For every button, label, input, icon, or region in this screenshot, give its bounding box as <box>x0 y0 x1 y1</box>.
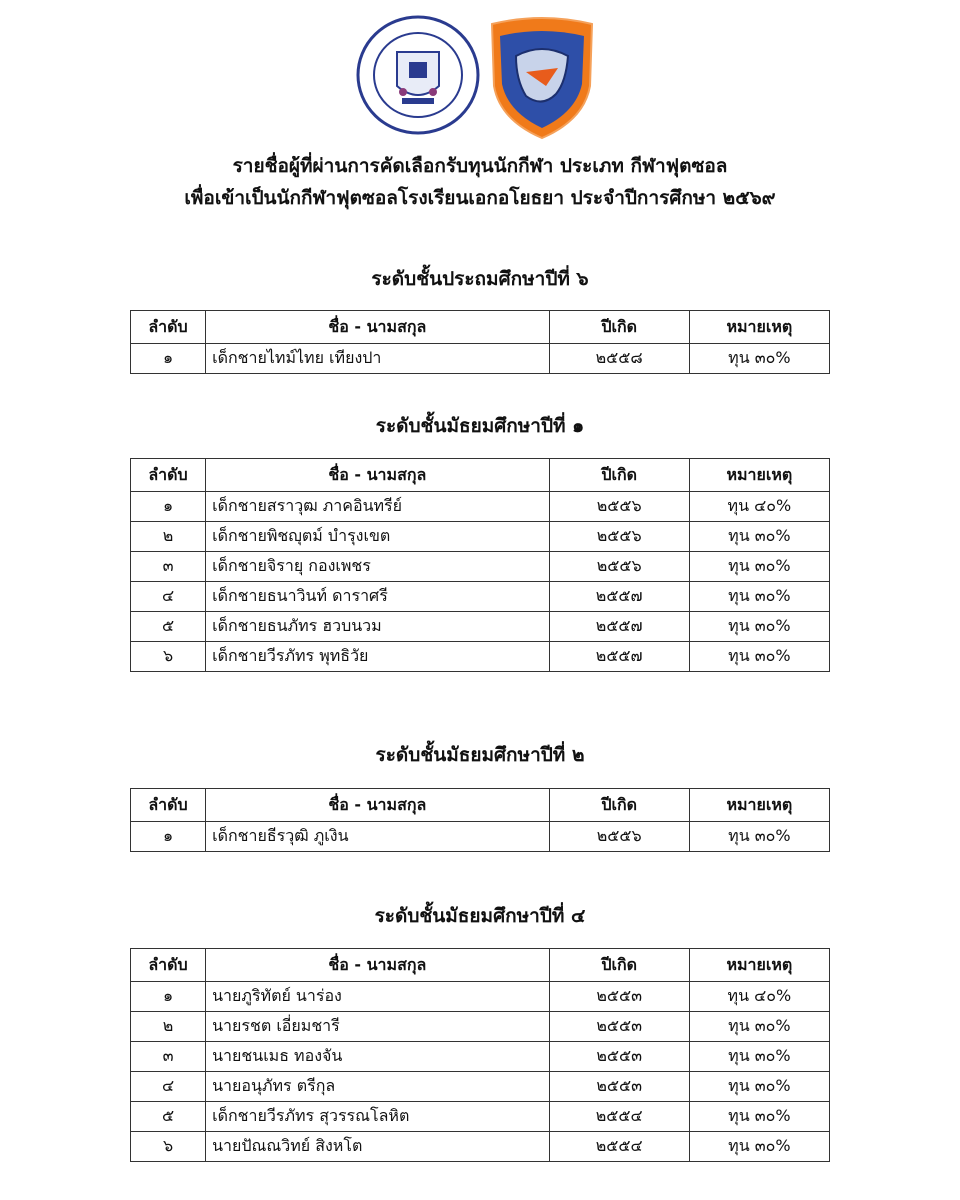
cell-note: ทุน ๓๐% <box>689 1012 829 1042</box>
cell-no: ๒ <box>131 1012 206 1042</box>
cell-year: ๒๕๕๘ <box>549 344 689 374</box>
table-row <box>131 522 830 552</box>
table-row <box>131 552 830 582</box>
cell-name: เด็กชายธีรวุฒิ ภูเงิน <box>206 822 549 852</box>
cell-note: ทุน ๓๐% <box>689 522 829 552</box>
cell-name: นายรชต เอี่ยมชารี <box>206 1012 549 1042</box>
cell-year: ๒๕๕๓ <box>549 982 689 1012</box>
roster-table-section-1 <box>130 310 830 374</box>
table-row <box>131 1132 830 1162</box>
column-header-year: ปีเกิด <box>549 311 689 344</box>
table-row <box>131 1012 830 1042</box>
roster-table-section-2 <box>130 458 830 672</box>
cell-note: ทุน ๓๐% <box>689 1102 829 1132</box>
cell-note: ทุน ๓๐% <box>689 344 829 374</box>
column-header-name: ชื่อ - นามสกุล <box>206 949 549 982</box>
column-header-no: ลำดับ <box>131 789 206 822</box>
logo-bar <box>0 14 960 139</box>
cell-year: ๒๕๕๗ <box>549 582 689 612</box>
school-seal-logo <box>355 14 481 136</box>
cell-name: นายปัณณวิทย์ สิงหโต <box>206 1132 549 1162</box>
section-title: ระดับชั้นมัธยมศึกษาปีที่ ๒ <box>375 744 585 766</box>
cell-name: เด็กชายธนภัทร ฮวบนวม <box>206 612 549 642</box>
cell-year: ๒๕๕๗ <box>549 642 689 672</box>
column-header-year: ปีเกิด <box>549 459 689 492</box>
cell-no: ๖ <box>131 1132 206 1162</box>
table-header-row <box>131 789 830 822</box>
table-row <box>131 1072 830 1102</box>
cell-note: ทุน ๔๐% <box>689 982 829 1012</box>
column-header-no: ลำดับ <box>131 311 206 344</box>
cell-year: ๒๕๕๖ <box>549 552 689 582</box>
table-row <box>131 582 830 612</box>
cell-name: เด็กชายจิรายุ กองเพชร <box>206 552 549 582</box>
table-row <box>131 982 830 1012</box>
cell-no: ๑ <box>131 344 206 374</box>
table-row <box>131 492 830 522</box>
cell-name: นายภูริทัตย์ นาร่อง <box>206 982 549 1012</box>
table-row <box>131 822 830 852</box>
cell-note: ทุน ๓๐% <box>689 1132 829 1162</box>
header-line-1: รายชื่อผู้ที่ผ่านการคัดเลือกรับทุนนักกีฬา ประเภท กีฬาฟุตซอล <box>232 155 728 177</box>
cell-no: ๒ <box>131 522 206 552</box>
document-header <box>0 150 960 214</box>
cell-year: ๒๕๕๔ <box>549 1102 689 1132</box>
column-header-year: ปีเกิด <box>549 949 689 982</box>
cell-note: ทุน ๓๐% <box>689 552 829 582</box>
column-header-name: ชื่อ - นามสกุล <box>206 459 549 492</box>
cell-note: ทุน ๓๐% <box>689 582 829 612</box>
cell-no: ๕ <box>131 1102 206 1132</box>
cell-name: เด็กชายธนาวินท์ ดาราศรี <box>206 582 549 612</box>
section-title: ระดับชั้นมัธยมศึกษาปีที่ ๔ <box>374 905 586 927</box>
roster-table-section-4 <box>130 948 830 1162</box>
column-header-note: หมายเหตุ <box>689 949 829 982</box>
cell-no: ๓ <box>131 552 206 582</box>
cell-no: ๕ <box>131 612 206 642</box>
cell-name: เด็กชายไทม์ไทย เทียงปา <box>206 344 549 374</box>
cell-no: ๑ <box>131 822 206 852</box>
cell-year: ๒๕๕๗ <box>549 612 689 642</box>
cell-name: นายชนเมธ ทองจัน <box>206 1042 549 1072</box>
cell-note: ทุน ๓๐% <box>689 1072 829 1102</box>
cell-year: ๒๕๕๓ <box>549 1012 689 1042</box>
cell-no: ๔ <box>131 582 206 612</box>
cell-note: ทุน ๔๐% <box>689 492 829 522</box>
column-header-name: ชื่อ - นามสกุล <box>206 789 549 822</box>
column-header-note: หมายเหตุ <box>689 789 829 822</box>
cell-no: ๓ <box>131 1042 206 1072</box>
cell-note: ทุน ๓๐% <box>689 1042 829 1072</box>
table-row <box>131 642 830 672</box>
section-title: ระดับชั้นมัธยมศึกษาปีที่ ๑ <box>375 415 585 437</box>
cell-name: เด็กชายพิชญุตม์ บำรุงเขต <box>206 522 549 552</box>
cell-note: ทุน ๓๐% <box>689 822 829 852</box>
cell-no: ๖ <box>131 642 206 672</box>
column-header-note: หมายเหตุ <box>689 311 829 344</box>
cell-year: ๒๕๕๔ <box>549 1132 689 1162</box>
column-header-year: ปีเกิด <box>549 789 689 822</box>
table-header-row <box>131 311 830 344</box>
cell-no: ๑ <box>131 492 206 522</box>
table-row <box>131 1042 830 1072</box>
cell-year: ๒๕๕๖ <box>549 522 689 552</box>
cell-year: ๒๕๕๓ <box>549 1072 689 1102</box>
cell-no: ๔ <box>131 1072 206 1102</box>
cell-name: เด็กชายวีรภัทร พุทธิวัย <box>206 642 549 672</box>
cell-year: ๒๕๕๓ <box>549 1042 689 1072</box>
column-header-note: หมายเหตุ <box>689 459 829 492</box>
table-header-row <box>131 459 830 492</box>
cell-name: เด็กชายสราวุฒ ภาคอินทรีย์ <box>206 492 549 522</box>
table-row <box>131 344 830 374</box>
section-title: ระดับชั้นประถมศึกษาปีที่ ๖ <box>371 268 589 290</box>
cell-note: ทุน ๓๐% <box>689 642 829 672</box>
table-row <box>131 612 830 642</box>
cell-name: เด็กชายวีรภัทร สุวรรณโลหิต <box>206 1102 549 1132</box>
column-header-name: ชื่อ - นามสกุล <box>206 311 549 344</box>
column-header-no: ลำดับ <box>131 459 206 492</box>
club-badge-logo <box>486 16 598 140</box>
column-header-no: ลำดับ <box>131 949 206 982</box>
cell-year: ๒๕๕๖ <box>549 492 689 522</box>
cell-note: ทุน ๓๐% <box>689 612 829 642</box>
table-row <box>131 1102 830 1132</box>
cell-no: ๑ <box>131 982 206 1012</box>
table-header-row <box>131 949 830 982</box>
roster-table-section-3 <box>130 788 830 852</box>
cell-year: ๒๕๕๖ <box>549 822 689 852</box>
header-line-2: เพื่อเข้าเป็นนักกีฬาฟุตซอลโรงเรียนเอกอโยธยา ประจำปีการศึกษา ๒๕๖๙ <box>184 187 776 209</box>
cell-name: นายอนุภัทร ตรีกุล <box>206 1072 549 1102</box>
